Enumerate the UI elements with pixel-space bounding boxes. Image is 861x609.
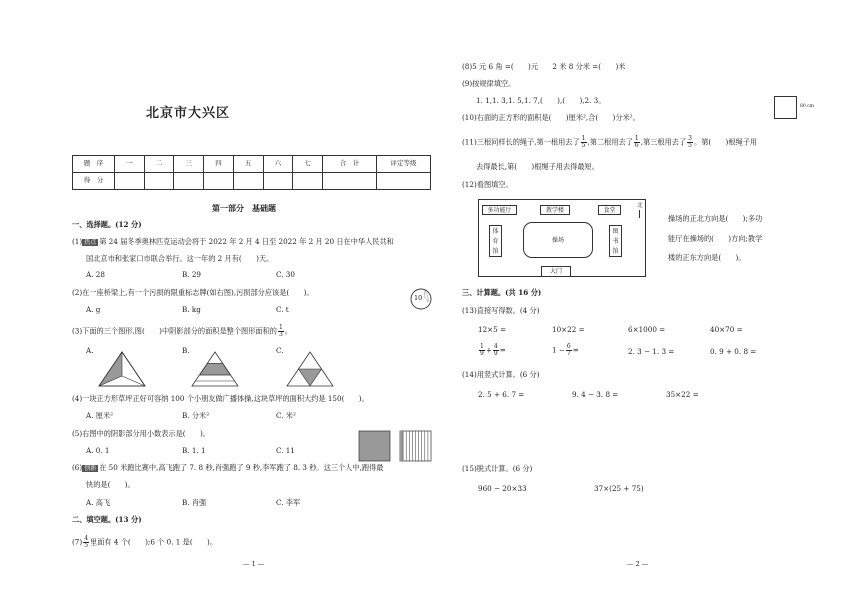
score-input[interactable] [293, 173, 323, 190]
map-playground: 操场 [523, 222, 593, 258]
map-library: 图书馆 [609, 225, 622, 257]
score-input[interactable] [263, 173, 293, 190]
score-cell: 二 [144, 156, 174, 173]
question-12-line3: 楼的正东方向是( )。 [668, 253, 746, 262]
section-heading: 一、选择题。(12 分) [72, 220, 142, 229]
vertical-calc-item[interactable]: 35×22 = [666, 390, 699, 399]
question-12-line1: 操场的正北方向是( );多功 [668, 214, 763, 223]
q5-option-b[interactable]: B. 1. 1 [182, 446, 206, 455]
innovation-tag: 创新 [84, 465, 97, 472]
q6-option-b[interactable]: B. 肖强 [182, 498, 207, 507]
score-input[interactable] [204, 173, 234, 190]
question-12: (12)看图填空。 [462, 180, 513, 189]
question-11: (11)三根同样长的绳子,第一根用去了 $\frac{1}{5}$ ,第二根用去了 $\frac{1}{6}$ ,第三根用去了 $\frac{3}{5}$ 。第( )根绳子用 [462, 135, 758, 149]
question-4: (4)一块正方形草坪正好可容纳 100 个小朋友做广播体操,这块草坪的面积大约是 150( )。 [72, 394, 369, 403]
part-heading: 第一部分 基础题 [212, 203, 276, 213]
score-cell: 一 [115, 156, 145, 173]
stepwise-calc-item[interactable]: 37×(25 + 75) [594, 484, 644, 493]
question-13: (13)直接写得数。(4 分) [462, 306, 540, 315]
triangle-figure-b [190, 350, 240, 388]
question-9-sequence: 1. 1,1. 3,1. 5,1. 7,( ),( ),2. 3。 [476, 96, 606, 105]
question-15: (15)脱式计算。(6 分) [462, 464, 533, 473]
q3-label-c[interactable]: C. [276, 346, 284, 355]
calc-fraction-diff[interactable]: 1 − $\frac{6}{7}$ = [552, 343, 579, 357]
q6-option-c[interactable]: C. 李军 [276, 498, 301, 507]
hot-tag: 热点 [84, 239, 97, 246]
score-cell: 五 [233, 156, 263, 173]
decimal-grid-figure [358, 430, 434, 462]
score-input[interactable] [323, 173, 377, 190]
map-gym: 体育馆 [489, 225, 502, 257]
vertical-calc-item[interactable]: 9. 4 − 3. 8 = [572, 390, 619, 399]
map-gate: 大门 [541, 266, 571, 277]
question-8: (8)5 元 6 角 =( )元 2 米 8 分米 =( )米 [462, 62, 626, 71]
square-size-label: 80 cm [800, 104, 814, 109]
map-teaching-building: 教学楼 [540, 205, 570, 215]
score-cell: 题 序 [73, 156, 115, 173]
q6-option-a[interactable]: A. 高飞 [86, 498, 111, 507]
q3-label-b[interactable]: B. [182, 346, 190, 355]
score-table [72, 155, 431, 190]
q4-option-c[interactable]: C. 米² [276, 411, 296, 420]
score-cell: 合 计 [323, 156, 377, 173]
calc-item[interactable]: 2. 3 − 1. 3 = [628, 347, 675, 356]
q1-option-a[interactable]: A. 28 [86, 270, 105, 279]
section-heading: 二、填空题。(13 分) [72, 515, 142, 524]
q5-option-a[interactable]: A. 0. 1 [86, 446, 110, 455]
calc-item[interactable]: 0. 9 + 0. 8 = [710, 347, 757, 356]
score-input[interactable] [144, 173, 174, 190]
question-11-line2: 去得最长,第( )根绳子用去得最短。 [476, 162, 599, 171]
page-number: — 2 — [627, 560, 649, 568]
calc-item[interactable]: 12×5 = [478, 325, 507, 334]
calc-item[interactable]: 6×1000 = [628, 325, 666, 334]
score-cell: 六 [263, 156, 293, 173]
page-title: 北京市大兴区 [146, 106, 231, 121]
question-12-line2: 能厅在操场的( )方向;教学 [668, 234, 763, 243]
stepwise-calc-item[interactable]: 960 − 20×33 [478, 484, 527, 493]
question-2: (2)在一座桥梁上,有一个污损的限重标志牌(如右图),污损部分应该是( )。 [72, 288, 314, 297]
question-9: (9)按规律填空。 [462, 79, 516, 88]
score-input[interactable] [174, 173, 204, 190]
question-6-line2: 快的是( )。 [86, 480, 135, 489]
q2-option-a[interactable]: A. g [86, 305, 101, 314]
north-arrow-icon [639, 210, 640, 218]
map-multipurpose-hall: 多功能厅 [482, 205, 517, 215]
question-1-line2: 国北京市和张家口市联合举行。这一年的 2 月有( )天。 [86, 254, 274, 263]
calc-fraction-sum[interactable]: $\frac{1}{9}$ + $\frac{4}{9}$ = [480, 343, 506, 357]
calc-item[interactable]: 10×22 = [552, 325, 585, 334]
q2-option-c[interactable]: C. t [276, 305, 289, 314]
question-3: (3)下面的三个图形,图( )中阴影部分的面积是整个图形面积的 $\frac{1}{3}$ 。 [72, 324, 292, 338]
question-5: (5)右图中的阴影部分用小数表示是( )。 [72, 429, 210, 438]
fraction: $\frac{1}{3}$ [278, 324, 283, 338]
section-heading: 三、计算题。(共 16 分) [462, 288, 542, 297]
fraction: $\frac{3}{5}$ [688, 135, 692, 149]
vertical-calc-item[interactable]: 2. 5 + 6. 7 = [478, 390, 525, 399]
fraction: $\frac{1}{6}$ [634, 135, 639, 149]
q3-label-a[interactable]: A. [86, 346, 94, 355]
score-input[interactable] [377, 173, 431, 190]
page-number: — 1 — [243, 560, 265, 568]
question-1: (1) 热点 第 24 届冬季奥林匹克运动会将于 2022 年 2 月 4 日至 2022 年 2 月 20 日在中华人民共和 [72, 237, 394, 246]
calc-item[interactable]: 40×70 = [710, 325, 743, 334]
score-cell: 四 [204, 156, 234, 173]
fraction: $\frac{4}{5}$ [84, 535, 89, 549]
question-10: (10)右面的正方形的面积是( )厘米²,合( )分米²。 [462, 113, 640, 122]
map-canteen: 食堂 [598, 205, 621, 215]
q1-option-c[interactable]: C. 30 [276, 270, 295, 279]
question-6: (6) 创新 在 50 米跑比赛中,高飞跑了 7. 8 秒,肖强跑了 9 秒,李军跑了 8. 3 秒。这三个人中,跑得最 [72, 463, 384, 472]
score-cell: 得 分 [73, 173, 115, 190]
q5-option-c[interactable]: C. 11 [276, 446, 295, 455]
score-cell: 评定等级 [377, 156, 431, 173]
q4-option-b[interactable]: B. 分米² [182, 411, 210, 420]
score-cell: 七 [293, 156, 323, 173]
question-14: (14)用竖式计算。(6 分) [462, 370, 540, 379]
triangle-figure-c [285, 350, 335, 388]
score-input[interactable] [115, 173, 145, 190]
square-figure [774, 96, 797, 119]
triangle-figure-a [97, 350, 147, 388]
question-7: (7) $\frac{4}{5}$ 里面有 4 个( );6 个 0. 1 是( )。 [72, 535, 218, 549]
score-cell: 三 [174, 156, 204, 173]
north-label: 北 [637, 203, 643, 209]
q1-option-b[interactable]: B. 29 [182, 270, 201, 279]
q4-option-a[interactable]: A. 厘米² [86, 411, 114, 420]
weight-sign-number: 10 [414, 294, 423, 302]
q2-option-b[interactable]: B. kg [182, 305, 201, 314]
fraction: $\frac{1}{5}$ [581, 135, 586, 149]
score-input[interactable] [233, 173, 263, 190]
